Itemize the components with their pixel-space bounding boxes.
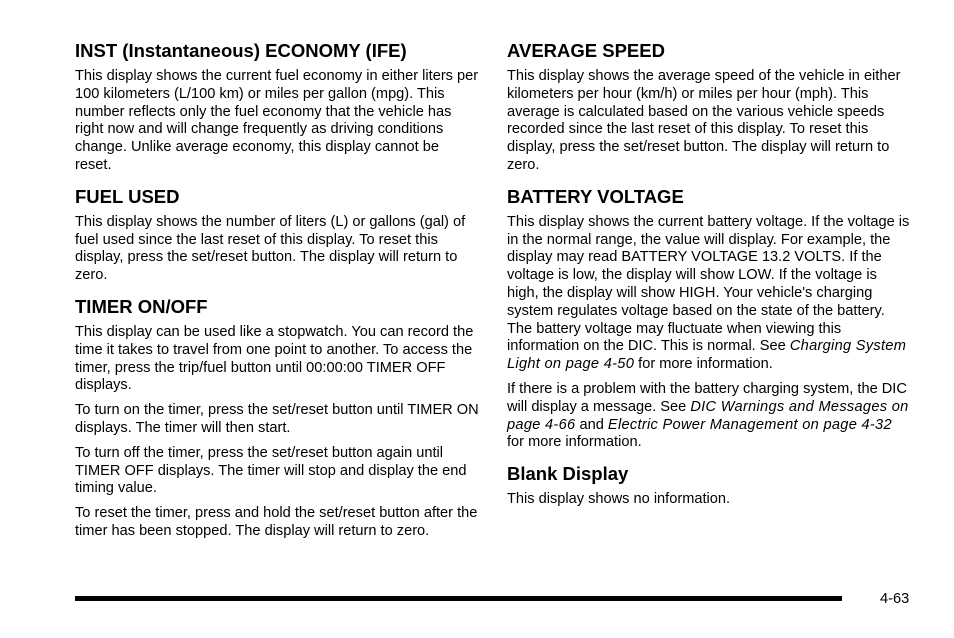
- section-battery-voltage: [507, 186, 911, 452]
- heading-average-speed: AVERAGE SPEED: [507, 40, 665, 61]
- inst-economy-paragraph: This display shows the current fuel economy in either liters per 100 kilometers (L/100 km) or miles per gallon (mpg). This number reflects only the fuel economy that the vehicle has right now and will change frequently as driving conditions change. Unlike average economy, this display cannot be reset.: [75, 68, 479, 173]
- blank-display-paragraph: This display shows no information.: [507, 491, 731, 508]
- battery-p2-text: If there is a problem with the battery charging system, the DIC will display a message. See: [507, 380, 907, 415]
- timer-paragraph-2: To turn on the timer, press the set/reset button until TIMER ON displays. The timer will then start.: [75, 402, 479, 436]
- heading-inst-economy: INST (Instantaneous) ECONOMY (IFE): [75, 40, 407, 61]
- section-blank-display: [507, 463, 911, 509]
- link-dic-warnings[interactable]: DIC Warnings and Messages on page 4-66: [507, 398, 909, 433]
- timer-paragraph-3: To turn off the timer, press the set/reset button again until TIMER OFF displays. The timer will stop and display the end timing value.: [75, 444, 467, 497]
- average-speed-paragraph: This display shows the average speed of the vehicle in either kilometers per hour (km/h) or miles per hour (mph). This average is calculated based on the various vehicle speeds recorded since the last reset of this display. To reset this display, press the set/reset button. The display will return to zero.: [507, 68, 901, 173]
- right-column: [507, 40, 911, 520]
- heading-fuel-used: FUEL USED: [75, 185, 180, 207]
- section-average-speed: [507, 40, 911, 175]
- battery-paragraph-2: [507, 381, 911, 452]
- link-charging-system-light[interactable]: Charging System Light on page 4-50: [507, 338, 907, 373]
- page-number: 4-63: [880, 591, 910, 607]
- heading-blank-display: Blank Display: [507, 463, 629, 485]
- link-electric-power-management[interactable]: Electric Power Management on page 4-32: [607, 416, 892, 433]
- heading-battery-voltage: BATTERY VOLTAGE: [507, 185, 684, 207]
- heading-timer: TIMER ON/OFF: [75, 295, 208, 317]
- battery-p2-tail: for more information.: [507, 434, 642, 451]
- left-column: [75, 40, 479, 552]
- timer-paragraph-1: This display can be used like a stopwatch. You can record the time it takes to travel from one point to another. To access the timer, press the trip/fuel button until 00:00:00 TIMER OFF displays.: [75, 323, 474, 394]
- battery-p2-and: and: [575, 416, 608, 433]
- fuel-used-paragraph: This display shows the number of liters (L) or gallons (gal) of fuel used since the last reset of this display. To reset this display, press the set/reset button. The display will return to zero.: [75, 213, 466, 284]
- section-inst-economy: [75, 40, 479, 175]
- section-fuel-used: [75, 186, 479, 285]
- section-timer: [75, 296, 479, 541]
- footer-rule: [75, 596, 842, 601]
- timer-paragraph-4: To reset the timer, press and hold the set/reset button after the timer has been stopped. The display will return to zero.: [75, 505, 478, 539]
- battery-p1-tail: for more information.: [634, 356, 773, 373]
- battery-p1-text: This display shows the current battery voltage. If the voltage is in the normal range, the value will display. For example, the display may read BATTERY VOLTAGE 13.2 VOLTS. If the voltage is low, the display will show LOW. If the voltage is high, the display will show HIGH. Your vehicle's charging system regulates voltage based on the state of the battery. The battery voltage may fluctuate when viewing this information on the DIC. This is normal. See: [507, 213, 910, 355]
- battery-paragraph-1: [507, 214, 911, 374]
